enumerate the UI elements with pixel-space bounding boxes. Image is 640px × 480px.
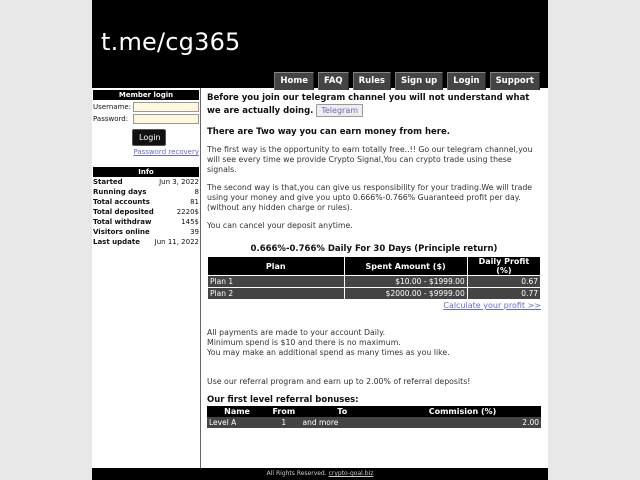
info-key: Visitors online [93, 228, 150, 236]
site-header [92, 0, 548, 88]
password-input[interactable] [133, 114, 199, 124]
password-recovery-link[interactable]: Password recovery [133, 148, 199, 156]
username-row [93, 102, 200, 112]
col-profit: Daily Profit (%) [467, 257, 540, 276]
password-row [93, 114, 200, 124]
first-way-paragraph: The first way is the opportunity to earn totally free..!! Go our telegram channel,you will see every time we provide Crypto Signal,You can crypto trade using these signals. [207, 145, 533, 174]
info-key: Started [93, 178, 123, 186]
nav-signup[interactable]: Sign up [395, 72, 443, 90]
intro-text [207, 92, 541, 117]
payments-line: All payments are made to your account Daily. [207, 328, 386, 337]
nav-support[interactable]: Support [490, 72, 540, 90]
referral-text: Use our referral program and earn up to 2.00% of referral deposits! [207, 377, 471, 386]
nav-rules[interactable]: Rules [353, 72, 391, 90]
calculate-profit-link[interactable]: Calculate your profit >> [443, 301, 541, 310]
sidebar [92, 88, 201, 468]
ref-col-from: From [267, 406, 300, 417]
nav-login[interactable]: Login [447, 72, 485, 90]
payments-line: You may make an additional spend as many times as you like. [207, 348, 450, 357]
username-input[interactable] [133, 102, 199, 112]
plan-amount: $2000.00 - $9999.00 [344, 288, 467, 300]
intro-sentence: Before you join our telegram channel you will not understand what we are actually doing. [207, 93, 530, 116]
ref-col-to: To [301, 406, 385, 417]
info-key: Total accounts [93, 198, 150, 206]
table-row [208, 276, 541, 288]
payments-info [207, 328, 541, 358]
two-ways-heading: There are Two way you can earn money from here. [207, 127, 450, 137]
ref-col-name: Name [207, 406, 267, 417]
main-nav [274, 72, 540, 90]
table-row [207, 417, 541, 428]
info-key: Last update [93, 238, 140, 246]
telegram-button[interactable]: Telegram [316, 104, 363, 117]
nav-faq[interactable]: FAQ [318, 72, 349, 90]
plan-profit: 0.67 [467, 276, 540, 288]
info-value: 81 [190, 198, 199, 206]
ref-name: Level A [207, 417, 267, 428]
info-row [93, 177, 199, 187]
cancel-paragraph: You can cancel your deposit anytime. [207, 221, 353, 230]
info-value: 2220$ [176, 208, 199, 216]
page-container [92, 0, 548, 480]
footer-text: All Rights Reserved. [266, 470, 327, 477]
payments-line: Minimum spend is $10 and there is no maximum. [207, 338, 401, 347]
info-value: 39 [190, 228, 199, 236]
info-value: 8 [194, 188, 199, 196]
second-way-paragraph: The second way is that,you can give us responsibility for your trading.We will trade using your money and give you upto 0.666%-0.766% Guaranteed profit per day. (without any hidden charge or rules). [207, 183, 533, 212]
password-label: Password: [93, 115, 129, 123]
footer-link[interactable]: crypto-goal.biz [328, 470, 374, 477]
info-heading: Info [93, 167, 199, 177]
nav-home[interactable]: Home [274, 72, 314, 90]
main-content [207, 92, 541, 428]
info-key: Total deposited [93, 208, 154, 216]
plan-name: Plan 1 [208, 276, 345, 288]
member-login-heading: Member login [93, 90, 199, 100]
table-row [208, 288, 541, 300]
info-row [93, 207, 199, 217]
ref-to: and more [301, 417, 385, 428]
login-button[interactable]: Login [132, 129, 166, 146]
col-plan: Plan [208, 257, 345, 276]
ref-col-commission: Commision (%) [384, 406, 541, 417]
info-table [93, 177, 199, 247]
info-row [93, 197, 199, 207]
referral-title: Our first level referral bonuses: [207, 395, 359, 405]
plan-amount: $10.00 - $1999.00 [344, 276, 467, 288]
info-row [93, 227, 199, 237]
info-row [93, 217, 199, 227]
referral-table [207, 406, 541, 428]
referral-header-row [207, 406, 541, 417]
plans-header-row [208, 257, 541, 276]
plan-title: 0.666%-0.766% Daily For 30 Days (Principle return) [250, 244, 498, 254]
info-value: 145$ [181, 218, 199, 226]
info-row [93, 187, 199, 197]
col-amount: Spent Amount ($) [344, 257, 467, 276]
plan-name: Plan 2 [208, 288, 345, 300]
info-key: Running days [93, 188, 147, 196]
username-label: Username: [93, 103, 132, 111]
site-footer [92, 468, 548, 480]
ref-commission: 2.00 [384, 417, 541, 428]
plan-profit: 0.77 [467, 288, 540, 300]
info-value: Jun 3, 2022 [159, 178, 199, 186]
site-title: t.me/cg365 [101, 28, 241, 56]
info-key: Total withdraw [93, 218, 152, 226]
info-row [93, 237, 199, 247]
info-value: Jun 11, 2022 [154, 238, 199, 246]
plans-table [207, 256, 541, 300]
ref-from: 1 [267, 417, 300, 428]
